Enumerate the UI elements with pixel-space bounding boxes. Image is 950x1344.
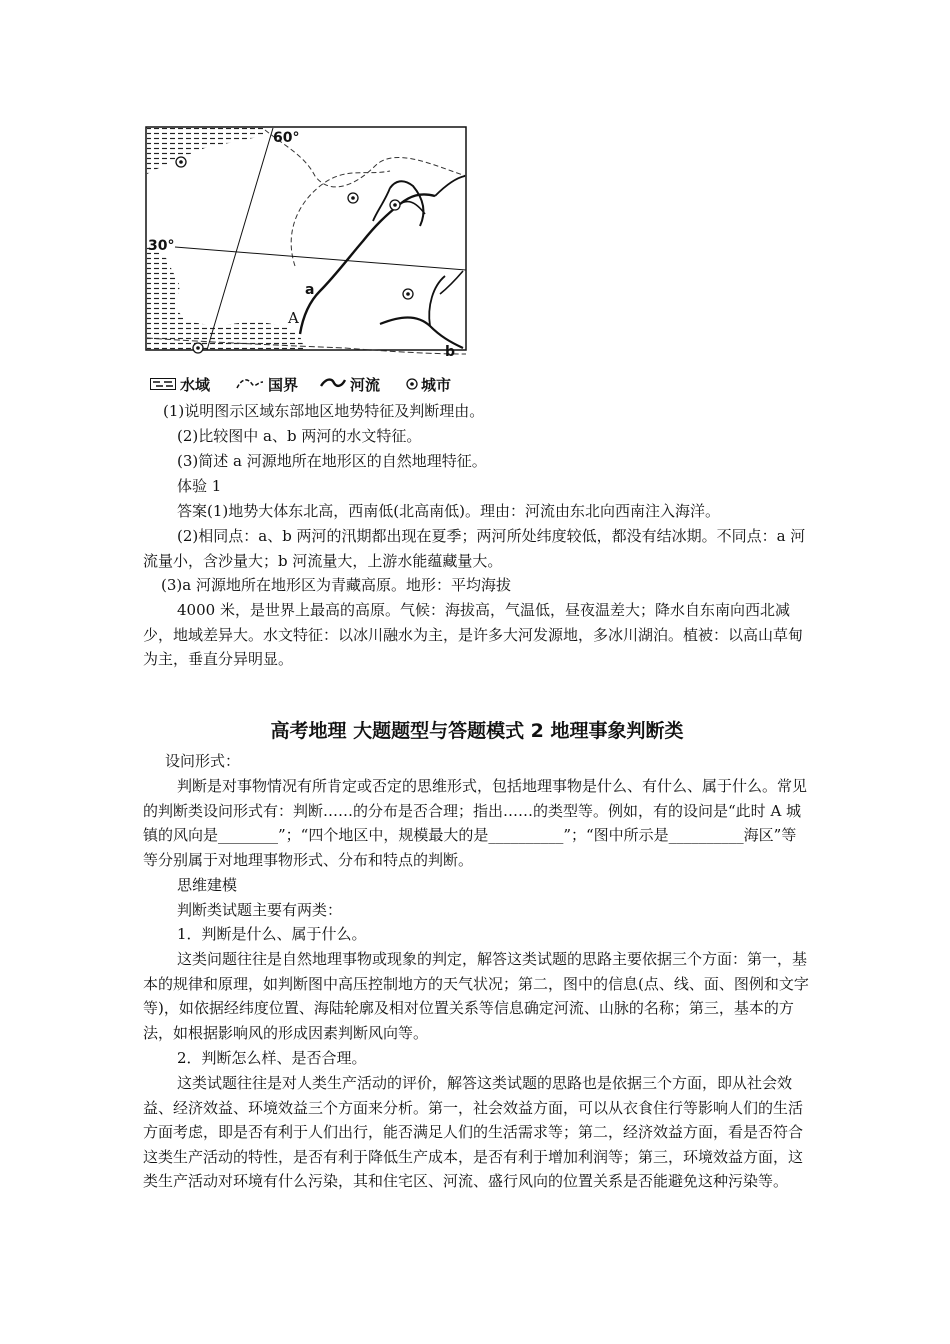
answer-3-line-2: 4000 米，是世界上最高的高原。气候：海拔高，气温低，昼夜温差大；降水自东南向西北减少，地域差异大。水文特征：以冰川融水为主，是许多大河发源地，多冰川湖泊。植被：以高山草甸为主，垂直分异明显。	[143, 601, 804, 668]
river-legend-icon	[320, 376, 346, 390]
region-map-figure	[145, 126, 470, 396]
lat-label-30: 30°	[148, 238, 175, 254]
model-heading: 思维建模	[177, 876, 238, 894]
section-title: 高考地理 大题题型与答题模式 2 地理事象判断类	[270, 720, 684, 742]
lat-label-60: 60°	[273, 130, 300, 146]
form-heading: 设问形式：	[165, 752, 241, 770]
answer-heading: 体验 1	[177, 477, 222, 495]
item-1-heading: 1．判断是什么、属于什么。	[177, 925, 367, 943]
city-marker-1	[176, 157, 186, 167]
form-text: 判断是对事物情况有所肯定或否定的思维形式，包括地理事物是什么、有什么、属于什么。常见的判断类设问形式有：判断……的分布是否合理；指出……的类型等。例如，有的设问是“此时 A 城镇的风向是________”；“四个地区中，规模最大的是__________”；“图中所示是__________海区”等等分别属于对地理事物形式、分布和特点的判断。	[143, 777, 808, 869]
answer-1: 答案(1)地势大体东北高，西南低(北高南低)。理由：河流由东北向西南注入海洋。	[177, 502, 720, 520]
city-A-label: A	[288, 309, 299, 327]
answer-2: (2)相同点：a、b 两河的汛期都出现在夏季；两河所处纬度较低，都没有结冰期。不同点：a 河流量小，含沙量大；b 河流量大，上游水能蕴藏量大。	[143, 527, 806, 570]
city-marker-2	[348, 193, 358, 203]
question-3: (3)简述 a 河源地所在地形区的自然地理特征。	[177, 452, 487, 470]
legend-water-label: 水域	[180, 376, 211, 394]
river-a-label: a	[305, 282, 315, 298]
question-2: (2)比较图中 a、b 两河的水文特征。	[177, 427, 422, 445]
map-legend	[148, 372, 478, 396]
border-legend-icon	[236, 376, 264, 390]
legend-city-label: 城市	[421, 376, 452, 394]
river-b-label: b	[445, 344, 456, 360]
water-legend-icon	[150, 378, 176, 390]
item-1-text: 这类问题往往是自然地理事物或现象的判定，解答这类试题的思路主要依据三个方面：第一，基本的规律和原理，如判断图中高压控制地方的天气状况；第二，图中的信息(点、线、面、图例和文字等)，如依据经纬度位置、海陆轮廓及相对位置关系等信息确定河流、山脉的名称；第三，基本的方法，如根据影响风的形成因素判断风向等。	[143, 950, 809, 1042]
item-2-text: 这类试题往往是对人类生产活动的评价，解答这类试题的思路也是依据三个方面，即从社会效益、经济效益、环境效益三个方面来分析。第一，社会效益方面，可以从衣食住行等影响人们的生活方面考虑，即是否有利于人们出行，能否满足人们的生活需求等；第二，经济效益方面，看是否符合这类生产活动的特性，是否有利于降低生产成本，是否有利于增加利润等；第三，环境效益方面，这类生产活动对环境有什么污染，其和住宅区、河流、盛行风向的位置关系是否能避免这种污染等。	[143, 1074, 804, 1190]
city-marker-4	[403, 289, 413, 299]
city-marker-3	[390, 200, 400, 210]
model-intro: 判断类试题主要有两类：	[177, 901, 343, 919]
question-1: (1)说明图示区域东部地区地势特征及判断理由。	[163, 402, 485, 420]
item-2-heading: 2．判断怎么样、是否合理。	[177, 1049, 367, 1067]
answer-3-line-1: (3)a 河源地所在地形区为青藏高原。地形：平均海拔	[161, 576, 511, 594]
legend-border-label: 国界	[268, 376, 299, 394]
map-frame	[146, 127, 466, 350]
city-marker-5	[193, 343, 203, 353]
legend-river-label: 河流	[350, 376, 381, 394]
city-legend-icon	[406, 378, 418, 390]
